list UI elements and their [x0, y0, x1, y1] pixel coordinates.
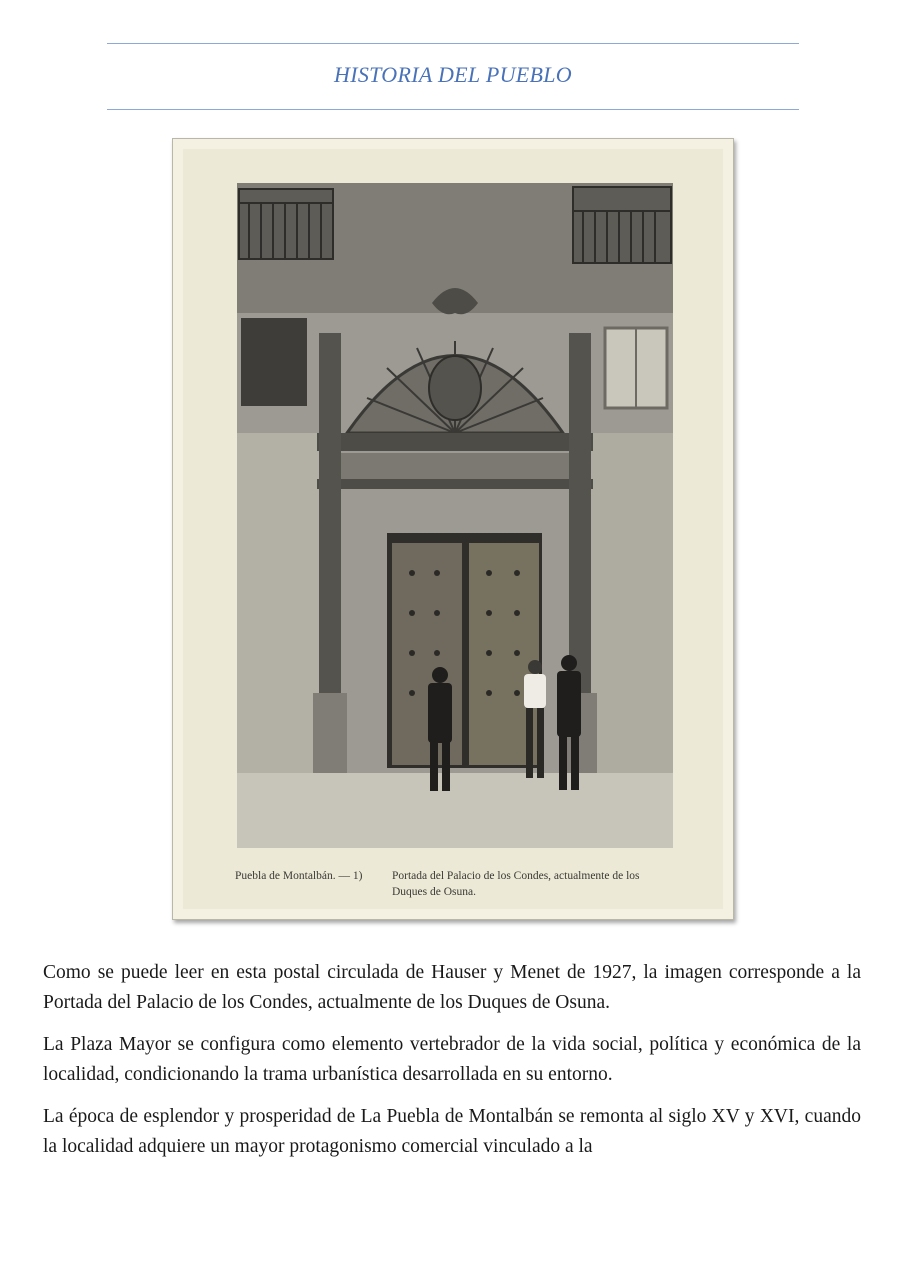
- header-rule-top: [107, 43, 799, 44]
- caption-description: Portada del Palacio de los Condes, actualmente de los Duques de Osuna.: [392, 870, 640, 898]
- postcard-image: [172, 138, 734, 920]
- body-text: [43, 958, 861, 1174]
- paragraph: Como se puede leer en esta postal circulada de Hauser y Menet de 1927, la imagen corresponde a la Portada del Palacio de los Condes, actualmente de los Duques de Osuna.: [43, 962, 861, 1013]
- paragraph: La Plaza Mayor se configura como elemento vertebrador de la vida social, política y económica de la localidad, condicionando la trama urbanística desarrollada en su entorno.: [43, 1034, 861, 1085]
- caption-place: Puebla de Montalbán. — 1): [235, 870, 363, 882]
- page-header-title: HISTORIA DEL PUEBLO: [334, 62, 572, 87]
- palace-portal-illustration: [237, 183, 673, 848]
- postcard-card: [183, 149, 723, 909]
- header-rule-bottom: [107, 109, 799, 110]
- palace-portal-photo: [237, 183, 673, 848]
- paragraph: La época de esplendor y prosperidad de La Puebla de Montalbán se remonta al siglo XV y XVI, cuando la localidad adquiere un mayor protagonismo comercial vinculado a la: [43, 1106, 861, 1157]
